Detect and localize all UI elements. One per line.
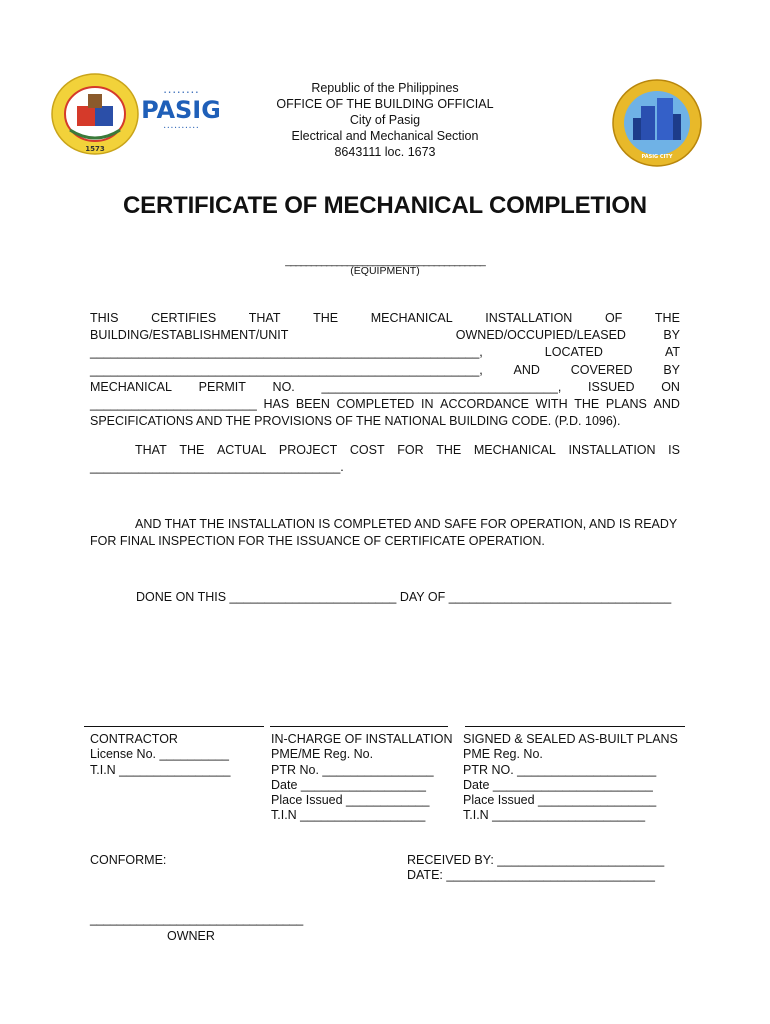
project-cost-paragraph <box>90 442 680 476</box>
header-section: Electrical and Mechanical Section <box>291 129 479 143</box>
p3-line-2: FOR FINAL INSPECTION FOR THE ISSUANCE OF CERTIFICATE OPERATION. <box>90 534 545 549</box>
svg-text:• • • • • • • •: • • • • • • • • <box>163 90 199 96</box>
svg-text:PASIG: PASIG <box>143 96 219 124</box>
header-phone: 8643111 loc. 1673 <box>334 145 436 159</box>
svg-text:1573: 1573 <box>85 145 105 153</box>
p1-line-3: ________________________________________________________, LOCATED AT <box>90 344 680 361</box>
pasig-city-seal-logo <box>50 72 140 159</box>
svg-text:• • • • • • • • • •: • • • • • • • • • • <box>163 125 199 130</box>
issue-date-blank[interactable]: ________________________ <box>90 397 257 412</box>
equipment-blank[interactable]: _______________________________________ <box>285 255 485 267</box>
svg-text:PASIG CITY: PASIG CITY <box>641 154 673 160</box>
p1-line-4: ________________________________________________________, AND COVERED BY <box>90 362 680 379</box>
owner-name-blank[interactable]: ________________________________________________________, <box>90 345 483 360</box>
incharge-ptr[interactable]: PTR No. ________________ <box>271 762 434 777</box>
incharge-title: IN-CHARGE OF INSTALLATION <box>271 732 453 746</box>
p1-line-6: ________________________ HAS BEEN COMPLETED IN ACCORDANCE WITH THE PLANS AND <box>90 396 680 413</box>
incharge-block <box>271 732 453 824</box>
incharge-signature-line[interactable] <box>270 726 448 727</box>
location-blank[interactable]: ________________________________________________________, <box>90 362 483 377</box>
p1-line-1: THIS CERTIFIES THAT THE MECHANICAL INSTALLATION OF THE <box>90 311 680 325</box>
owner-signature-line[interactable]: ________________________________ <box>90 912 303 926</box>
completion-paragraph <box>90 516 680 550</box>
received-date-line[interactable]: DATE: ______________________________ <box>407 868 655 882</box>
signed-title: SIGNED & SEALED AS-BUILT PLANS <box>463 732 678 746</box>
header-country: Republic of the Philippines <box>311 81 459 95</box>
contractor-signature-line[interactable] <box>84 726 264 727</box>
header-city: City of Pasig <box>349 113 421 127</box>
incharge-place[interactable]: Place Issued ____________ <box>271 793 430 808</box>
header-office: OFFICE OF THE BUILDING OFFICIAL <box>276 97 494 111</box>
building-official-seal-logo <box>611 78 703 171</box>
owner-label: OWNER <box>167 929 215 943</box>
permit-number-blank[interactable]: __________________________________, <box>321 379 562 394</box>
incharge-date[interactable]: Date __________________ <box>271 777 427 792</box>
document-title: CERTIFICATE OF MECHANICAL COMPLETION <box>123 192 647 219</box>
contractor-license[interactable]: License No. __________ <box>90 747 230 762</box>
incharge-tin[interactable]: T.I.N __________________ <box>271 808 426 823</box>
contractor-block <box>90 732 230 778</box>
signed-date[interactable]: Date _______________________ <box>463 777 653 792</box>
p1-line-7: SPECIFICATIONS AND THE PROVISIONS OF THE NATIONAL BUILDING CODE. (P.D. 1096). <box>90 414 621 429</box>
pasig-brand-logo <box>143 84 219 139</box>
signed-plans-block <box>463 732 678 824</box>
project-cost-blank[interactable]: ____________________________________. <box>90 460 344 475</box>
signed-tin[interactable]: T.I.N ______________________ <box>463 808 646 823</box>
certification-paragraph <box>90 310 680 430</box>
signed-reg[interactable]: PME Reg. No. <box>463 747 543 762</box>
conforme-label: CONFORME: <box>90 853 167 867</box>
office-header <box>230 80 540 160</box>
p1-line-2: BUILDING/ESTABLISHMENT/UNIT OWNED/OCCUPIED/LEASED BY <box>90 328 680 343</box>
received-by-line[interactable]: RECEIVED BY: ________________________ <box>407 853 665 867</box>
p3-line-1: AND THAT THE INSTALLATION IS COMPLETED AND SAFE FOR OPERATION, AND IS READY <box>135 517 678 531</box>
signed-ptr[interactable]: PTR NO. ____________________ <box>463 762 657 777</box>
done-on-line[interactable]: DONE ON THIS ________________________ DAY OF ________________________________ <box>136 590 672 604</box>
contractor-title: CONTRACTOR <box>90 732 178 746</box>
signed-plans-signature-line[interactable] <box>465 726 685 727</box>
p2-line-1: THAT THE ACTUAL PROJECT COST FOR THE MECHANICAL INSTALLATION IS <box>135 443 680 457</box>
equipment-label: (EQUIPMENT) <box>350 265 420 277</box>
incharge-reg[interactable]: PME/ME Reg. No. <box>271 747 374 762</box>
signed-place[interactable]: Place Issued _________________ <box>463 793 657 808</box>
contractor-tin[interactable]: T.I.N ________________ <box>90 762 231 777</box>
p1-line-5: MECHANICAL PERMIT NO. __________________________________, ISSUED ON <box>90 379 680 396</box>
